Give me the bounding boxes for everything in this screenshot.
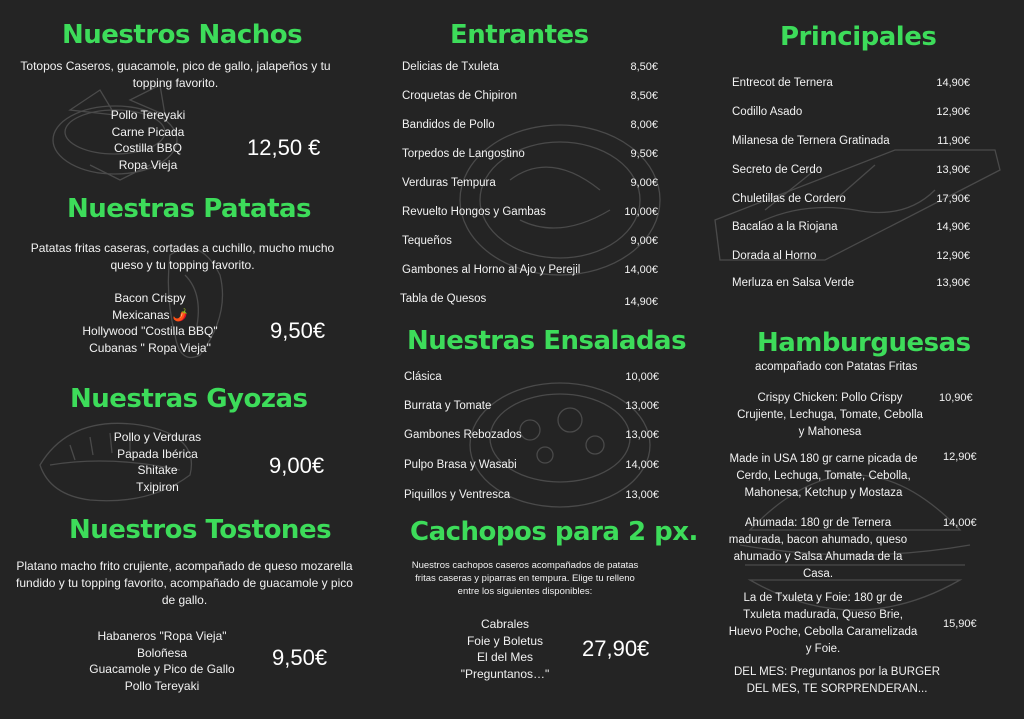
item-name: Tequeños: [402, 235, 452, 247]
item-name: Verduras Tempura: [402, 177, 496, 189]
tostones-price: 9,50€: [272, 645, 328, 670]
option: Cubanas " Ropa Vieja": [89, 340, 211, 355]
item-name: Milanesa de Ternera Gratinada: [732, 135, 890, 147]
option: Txipiron: [136, 479, 179, 494]
item-name: Croquetas de Chipiron: [402, 90, 518, 102]
tostones-options: [72, 628, 252, 694]
item-name: Gambones al Horno al Ajo y Perejil: [402, 264, 581, 276]
option: Papada Ibérica: [117, 446, 198, 461]
entrantes-title: Entrantes: [450, 20, 589, 50]
ensaladas-title: Nuestras Ensaladas: [407, 326, 687, 356]
item-price: 11,90€: [937, 135, 970, 147]
item-price: 13,90€: [936, 277, 970, 289]
cachopos-price: 27,90€: [582, 636, 650, 661]
item-price: 12,90€: [936, 106, 970, 118]
item-name: Piquillos y Ventresca: [404, 489, 511, 501]
option: Boloñesa: [136, 645, 188, 660]
option: Carne Picada: [111, 124, 185, 139]
burger-item-price: 14,00€: [943, 517, 977, 529]
gyozas-options: [85, 429, 230, 495]
option: Ropa Vieja: [118, 157, 178, 172]
hamburguesas-subtitle: acompañado con Patatas Fritas: [755, 361, 918, 373]
item-price: 14,90€: [624, 296, 658, 308]
item-name: Burrata y Tomate: [404, 400, 492, 412]
option: Cabrales: [480, 617, 530, 631]
tostones-desc: Platano macho frito crujiente, acompañado de queso mozarella fundido y tu topping favorito, acompañado de guacamole y pico de gallo.: [16, 559, 353, 607]
item-name: Pulpo Brasa y Wasabi: [404, 459, 517, 471]
gyozas-title: Nuestras Gyozas: [70, 384, 308, 414]
option: Habaneros "Ropa Vieja": [97, 629, 227, 643]
option: El del Mes: [476, 650, 534, 664]
burger-item-desc: Ahumada: 180 gr de Ternera madurada, bacon ahumado, queso ahumado y Salsa Ahumada de la Casa.: [728, 517, 908, 580]
principales-title: Principales: [780, 22, 937, 52]
item-price: 17,90€: [936, 193, 970, 205]
option: Hollywood "Costilla BBQ": [82, 324, 218, 338]
item-name: Bacalao a la Riojana: [732, 221, 838, 233]
item-price: 8,50€: [630, 61, 658, 73]
item-price: 12,90€: [936, 250, 970, 262]
item-price: 9,00€: [630, 177, 658, 189]
item-price: 10,00€: [624, 206, 658, 218]
item-name: Revuelto Hongos y Gambas: [402, 206, 546, 218]
item-name: Bandidos de Pollo: [402, 119, 495, 131]
burger-item-price: 12,90€: [943, 451, 977, 463]
patatas-title: Nuestras Patatas: [67, 194, 312, 224]
patatas-options: [65, 290, 235, 356]
burger-del-mes-note: DEL MES: Preguntanos por la BURGER DEL MES, TE SORPRENDERAN...: [733, 666, 941, 695]
item-price: 14,90€: [936, 77, 970, 89]
option: Costilla BBQ: [113, 141, 183, 155]
burger-item-desc: Crispy Chicken: Pollo Crispy Crujiente, Lechuga, Tomate, Cebolla y Mahonesa: [737, 392, 923, 438]
option: Guacamole y Pico de Gallo: [89, 662, 235, 676]
gyozas-price: 9,00€: [269, 453, 325, 478]
item-name: Entrecot de Ternera: [732, 77, 833, 89]
option: Foie y Boletus: [466, 633, 544, 648]
burger-item-price: 15,90€: [943, 618, 977, 630]
item-name: Merluza en Salsa Verde: [732, 277, 855, 289]
item-name: Dorada al Horno: [732, 250, 817, 262]
option: Pollo y Verduras: [113, 430, 202, 444]
burger-item-price: 10,90€: [939, 392, 973, 404]
item-name: Gambones Rebozados: [404, 429, 522, 441]
item-name: Chuletillas de Cordero: [732, 193, 846, 205]
item-price: 8,50€: [630, 90, 658, 102]
option: Pollo Tereyaki: [124, 678, 200, 693]
item-name: Tabla de Quesos: [400, 293, 487, 305]
patatas-desc: Patatas fritas caseras, cortadas a cuchillo, mucho mucho queso y tu topping favorito.: [30, 241, 335, 272]
item-price: 13,00€: [625, 429, 659, 441]
option: Pollo Tereyaki: [110, 108, 186, 122]
nachos-desc: Totopos Caseros, guacamole, pico de gallo, jalapeños y tu topping favorito.: [20, 59, 331, 90]
item-price: 13,00€: [625, 489, 659, 501]
nachos-options: [78, 107, 218, 173]
item-price: 13,90€: [936, 164, 970, 176]
item-price: 8,00€: [630, 119, 658, 131]
item-name: Clásica: [404, 371, 442, 383]
cachopos-options: [440, 616, 570, 682]
item-name: Codillo Asado: [732, 106, 803, 118]
cachopos-title: Cachopos para 2 px.: [410, 517, 698, 547]
item-price: 14,00€: [625, 459, 659, 471]
option: Bacon Crispy: [114, 291, 186, 305]
patatas-price: 9,50€: [270, 318, 326, 343]
item-price: 14,90€: [936, 221, 970, 233]
item-price: 13,00€: [625, 400, 659, 412]
nachos-title: Nuestros Nachos: [62, 20, 303, 50]
item-name: Delicias de Txuleta: [402, 61, 499, 73]
item-price: 9,00€: [630, 235, 658, 247]
cachopos-desc: Nuestros cachopos caseros acompañados de patatas fritas caseras y piparras en tempura. Elige tu relleno entre los siguientes disponibles:: [411, 560, 639, 597]
tostones-title: Nuestros Tostones: [69, 515, 332, 545]
item-price: 9,50€: [630, 148, 658, 160]
item-price: 10,00€: [625, 371, 659, 383]
option: "Preguntanos…": [460, 666, 550, 681]
hamburguesas-title: Hamburguesas: [757, 328, 971, 358]
burger-item-desc: La de Txuleta y Foie: 180 gr de Txuleta madurada, Queso Brie, Huevo Poche, Cebolla Caramelizada y Foie.: [728, 592, 918, 655]
option: Shitake: [137, 463, 178, 477]
burger-item-desc: Made in USA 180 gr carne picada de Cerdo, Lechuga, Tomate, Cebolla, Mahonesa, Ketchup y Mostaza: [729, 453, 918, 499]
option: Mexicanas 🌶️: [112, 307, 188, 322]
item-name: Torpedos de Langostino: [402, 148, 525, 160]
item-name: Secreto de Cerdo: [732, 164, 823, 176]
item-price: 14,00€: [624, 264, 658, 276]
nachos-price: 12,50 €: [247, 135, 321, 160]
